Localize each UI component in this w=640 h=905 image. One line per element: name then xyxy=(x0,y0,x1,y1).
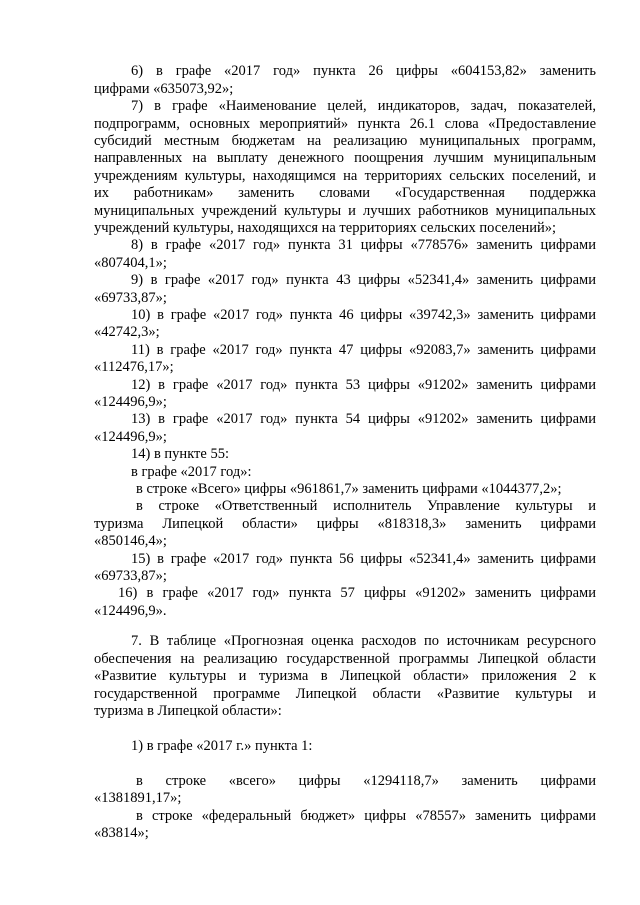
text-line: «124496,9»; xyxy=(94,429,167,445)
text-line: «124496,9». xyxy=(94,603,167,619)
text-line: в графе «2017 год»: xyxy=(131,464,252,480)
text-line: муниципальных учреждений культуры и лучших работников муниципальных xyxy=(94,203,596,219)
text-line: цифрами «635073,92»; xyxy=(94,81,234,97)
text-line: учреждений культуры, находящихся на территориях сельских поселений»; xyxy=(94,220,557,236)
text-line: в строке «всего» цифры «1294118,7» заменить цифрами xyxy=(136,773,596,789)
text-line: 15) в графе «2017 год» пункта 56 цифры «52341,4» заменить цифрами xyxy=(131,551,596,567)
text-line: «850146,4»; xyxy=(94,533,167,549)
text-line: «124496,9»; xyxy=(94,394,167,410)
text-line: «69733,87»; xyxy=(94,568,167,584)
text-line: «69733,87»; xyxy=(94,290,167,306)
text-line: «112476,17»; xyxy=(94,359,174,375)
text-line: учреждениям культуры, находящимся на территориях сельских поселений, и xyxy=(94,168,596,184)
text-line: 6) в графе «2017 год» пункта 26 цифры «604153,82» заменить xyxy=(131,63,596,79)
text-line: обеспечения на реализацию государственной программы Липецкой области xyxy=(94,651,596,667)
text-line: «42742,3»; xyxy=(94,324,160,340)
text-line: 9) в графе «2017 год» пункта 43 цифры «52341,4» заменить цифрами xyxy=(131,272,596,288)
text-line: «83814»; xyxy=(94,825,149,841)
text-line: 12) в графе «2017 год» пункта 53 цифры «91202» заменить цифрами xyxy=(131,377,596,393)
text-line: туризма в Липецкой области»: xyxy=(94,703,282,719)
text-line: субсидий местным бюджетам на реализацию муниципальных программ, xyxy=(94,133,596,149)
text-line: 7) в графе «Наименование целей, индикаторов, задач, показателей, xyxy=(131,98,596,114)
text-line: в строке «Ответственный исполнитель Управление культуры и xyxy=(136,498,596,514)
text-line: 11) в графе «2017 год» пункта 47 цифры «92083,7» заменить цифрами xyxy=(131,342,596,358)
text-line: 8) в графе «2017 год» пункта 31 цифры «778576» заменить цифрами xyxy=(131,237,596,253)
text-line: 7. В таблице «Прогнозная оценка расходов по источникам ресурсного xyxy=(131,633,596,649)
text-line: 16) в графе «2017 год» пункта 57 цифры «91202» заменить цифрами xyxy=(118,585,596,601)
text-line: направленных на выплату денежного поощрения лучшим муниципальным xyxy=(94,150,596,166)
text-line: в строке «Всего» цифры «961861,7» заменить цифрами «1044377,2»; xyxy=(136,481,562,497)
text-line: туризма Липецкой области» цифры «818318,3» заменить цифрами xyxy=(94,516,596,532)
text-line: 1) в графе «2017 г.» пункта 1: xyxy=(131,738,313,754)
text-line: 10) в графе «2017 год» пункта 46 цифры «39742,3» заменить цифрами xyxy=(131,307,596,323)
text-line: 14) в пункте 55: xyxy=(131,446,229,462)
text-line: подпрограмм, основных мероприятий» пункта 26.1 слова «Предоставление xyxy=(94,116,596,132)
text-line: их работникам» заменить словами «Государственная поддержка xyxy=(94,185,596,201)
text-line: государственной программе Липецкой области «Развитие культуры и xyxy=(94,686,596,702)
text-line: «Развитие культуры и туризма в Липецкой области» приложения 2 к xyxy=(94,668,596,684)
text-line: в строке «федеральный бюджет» цифры «78557» заменить цифрами xyxy=(136,808,596,824)
text-line: 13) в графе «2017 год» пункта 54 цифры «91202» заменить цифрами xyxy=(131,411,596,427)
text-line: «807404,1»; xyxy=(94,255,167,271)
text-line: «1381891,17»; xyxy=(94,790,182,806)
